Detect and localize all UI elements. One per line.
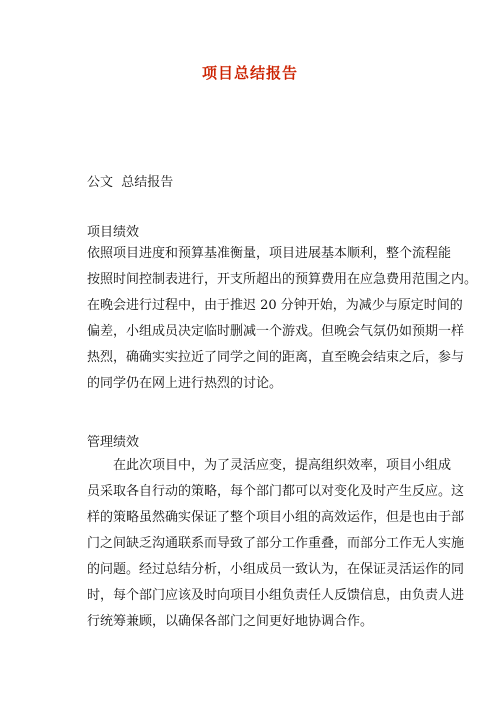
paragraph-line: 行统筹兼顾，以确保各部门之间更好地协调合作。 [87,614,374,629]
section-body-management-performance [87,453,465,635]
paragraph-line: 时，每个部门应该及时向项目小组负责任人反馈信息，由负责人进 [87,588,465,603]
section-body-project-performance [87,241,478,397]
paragraph-line: 的同学仍在网上进行热烈的讨论。 [87,376,283,391]
document-category: 公文 总结报告 [87,175,174,190]
paragraph-line: 依照项目进度和预算基准衡量，项目进展基本顺利，整个流程能 [87,246,452,261]
paragraph-line: 在此次项目中，为了灵活应变，提高组织效率，项目小组成 [113,458,452,473]
paragraph-line: 偏差，小组成员决定临时删减一个游戏。但晚会气氛仍如预期一样 [87,324,465,339]
section-heading-project-performance: 项目绩效 [87,225,140,240]
paragraph-line: 热烈，确确实实拉近了同学之间的距离，直至晚会结束之后，参与 [87,350,465,365]
paragraph-line: 的问题。经过总结分析，小组成员一致认为，在保证灵活运作的同 [87,562,465,577]
paragraph-line: 门之间缺乏沟通联系而导致了部分工作重叠，而部分工作无人实施 [87,536,465,551]
paragraph-line: 按照时间控制表进行，开支所超出的预算费用在应急费用范围之内。 [87,272,478,287]
paragraph-line: 样的策略虽然确实保证了整个项目小组的高效运作，但是也由于部 [87,510,465,525]
paragraph-line: 员采取各自行动的策略，每个部门都可以对变化及时产生反应。这 [87,484,465,499]
document-title: 项目总结报告 [201,64,298,82]
section-heading-management-performance: 管理绩效 [87,435,140,450]
paragraph-line: 在晚会进行过程中，由于推迟 20 分钟开始，为减少与原定时间的 [87,298,463,313]
